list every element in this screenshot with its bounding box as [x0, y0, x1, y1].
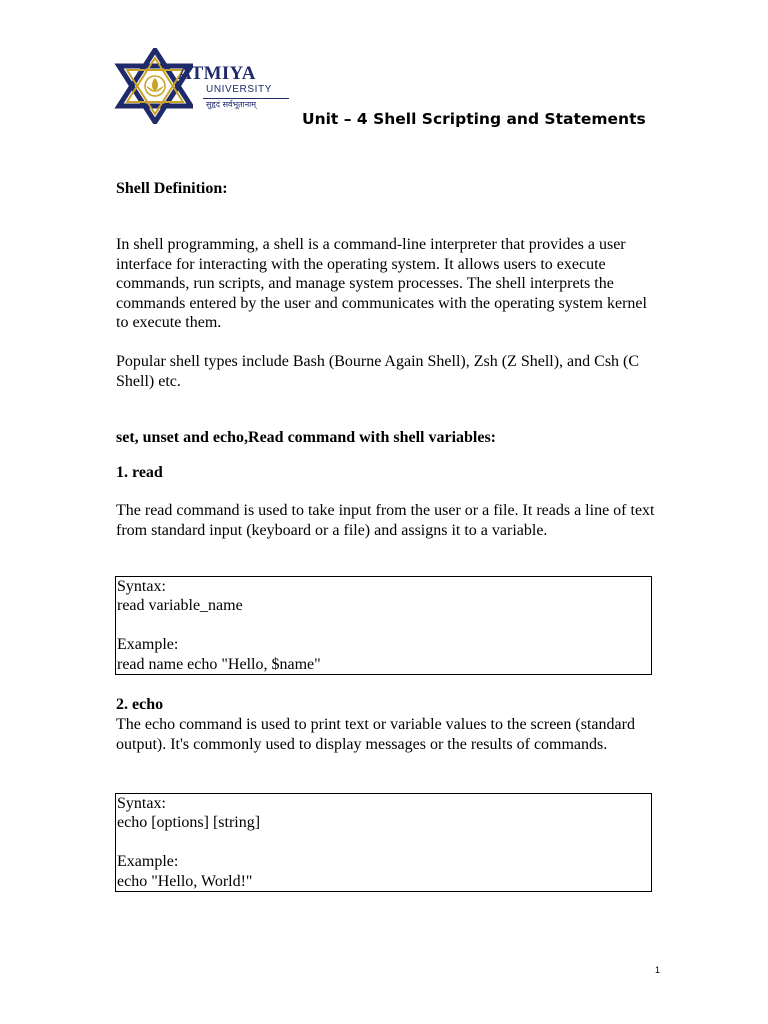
logo-tagline: सुहृदं सर्वभूतानाम् — [206, 100, 257, 109]
shell-definition-heading: Shell Definition: — [116, 180, 228, 197]
commands-heading: set, unset and echo,Read command with shell variables: — [116, 429, 497, 446]
logo-university-text: UNIVERSITY — [206, 84, 273, 95]
echo-example-label: Example: — [117, 853, 179, 871]
read-syntax-label: Syntax: — [117, 578, 166, 595]
read-syntax: read variable_name — [117, 597, 243, 615]
shell-definition-paragraph: In shell programming, a shell is a command-line interpreter that provides a user interface for interacting with the operating system. It allows users to execute commands, run scripts, and manage system processes. The shell interprets the commands entered by the user and communicates with the operating system kernel to execute them. — [116, 236, 647, 332]
star-emblem-icon — [113, 48, 193, 124]
echo-code-box — [115, 793, 652, 892]
read-heading: 1. read — [116, 464, 163, 481]
shell-types-paragraph: Popular shell types include Bash (Bourne Again Shell), Zsh (Z Shell), and Csh (C Shell) etc. — [116, 353, 640, 390]
echo-example: echo "Hello, World!" — [117, 872, 253, 890]
read-code-box — [115, 576, 652, 675]
read-example: read name echo "Hello, $name" — [117, 655, 321, 673]
echo-heading: 2. echo — [116, 696, 164, 713]
university-logo — [113, 48, 293, 124]
read-example-label: Example: — [117, 636, 179, 654]
logo-wordmark: ATMIYA — [178, 63, 256, 84]
echo-syntax-label: Syntax: — [117, 795, 166, 812]
echo-description: The echo command is used to print text or variable values to the screen (standard output). It's commonly used to display messages or the results of commands. — [116, 716, 635, 753]
echo-syntax: echo [options] [string] — [117, 814, 261, 832]
logo-divider — [203, 98, 289, 99]
page-number: 1 — [654, 965, 660, 975]
page-title: Unit – 4 Shell Scripting and Statements — [302, 110, 646, 128]
read-description: The read command is used to take input from the user or a file. It reads a line of text from standard input (keyboard or a file) and assigns it to a variable. — [116, 502, 655, 539]
